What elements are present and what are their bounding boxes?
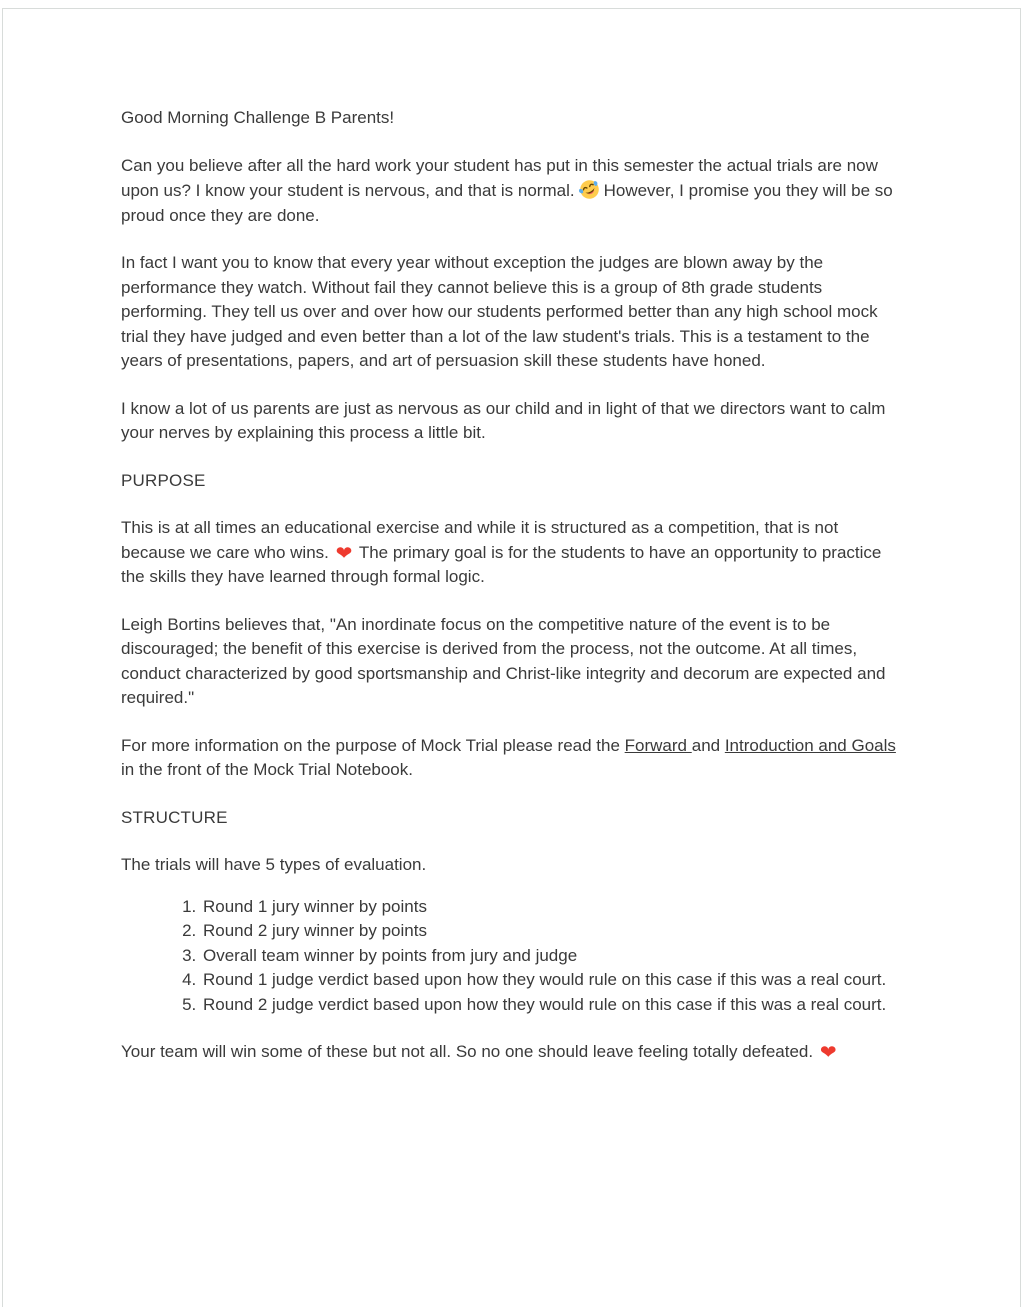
purpose-text-after: The primary goal is for the students to have an opportunity to practice the skills they have learned through formal logic. — [121, 542, 882, 586]
closing-paragraph — [121, 1040, 903, 1065]
intro-paragraph — [121, 154, 903, 229]
purpose-heading: PURPOSE — [121, 470, 206, 490]
more-info-text-1: For more information on the purpose of Mock Trial please read the — [121, 735, 625, 755]
document-page — [121, 106, 903, 1088]
more-info-paragraph — [121, 734, 903, 783]
structure-heading: STRUCTURE — [121, 807, 228, 827]
introduction-and-goals-link: Introduction and Goals — [724, 735, 896, 755]
intro-text-before: Can you believe after all the hard work your student has put in this semester the actual trials are now upon us? I know your student is nervous, and that is normal. — [121, 155, 878, 200]
more-info-text-2: and — [691, 735, 725, 755]
list-item: 1. Round 1 jury winner by points — [201, 895, 903, 920]
closing-text: Your team will win some of these but not all. So no one should leave feeling totally defeated. — [121, 1042, 814, 1061]
intro-text-after: However, I promise you they will be so proud once they are done. — [121, 181, 893, 225]
bortins-quote-paragraph: Leigh Bortins believes that, "An inordinate focus on the competitive nature of the event is to be discouraged; the benefit of this exercise is derived from the process, not the outcome. At all times, conduct characterized by good sportsmanship and Christ-like integrity and decorum are expected and required." — [121, 614, 886, 707]
evaluation-list — [121, 895, 903, 1018]
list-item: 3. Overall team winner by points from jury and judge — [201, 944, 903, 969]
list-item: 5. Round 2 judge verdict based upon how they would rule on this case if this was a real court. — [201, 993, 903, 1018]
greeting-text: Good Morning Challenge B Parents! — [121, 108, 395, 127]
red-heart-emoji: ❤ — [819, 1042, 837, 1064]
forward-link: Forward — [624, 735, 692, 755]
nerves-paragraph: I know a lot of us parents are just as nervous as our child and in light of that we directors want to calm your nerves by explaining this process a little bit. — [121, 398, 886, 442]
evaluation-intro-text: The trials will have 5 types of evaluation. — [121, 855, 427, 874]
list-item: 4. Round 1 judge verdict based upon how they would rule on this case if this was a real court. — [201, 968, 903, 993]
judges-paragraph: In fact I want you to know that every year without exception the judges are blown away by the performance they watch. Without fail they cannot believe this is a group of 8th grade students performing. They tell us over and over how our students performed better than any high school mock trial they have judged and even better than a lot of the law student's trials. This is a testament to the years of presentations, papers, and art of persuasion skill these students have honed. — [121, 253, 878, 370]
purpose-body-paragraph — [121, 516, 903, 590]
rofl-emoji — [578, 178, 601, 201]
list-item: 2. Round 2 jury winner by points — [201, 919, 903, 944]
more-info-text-3: in the front of the Mock Trial Notebook. — [121, 760, 413, 779]
red-heart-emoji: ❤ — [335, 543, 353, 564]
purpose-text-before: This is at all times an educational exercise and while it is structured as a competition, that is not because we care who wins. — [121, 518, 839, 562]
